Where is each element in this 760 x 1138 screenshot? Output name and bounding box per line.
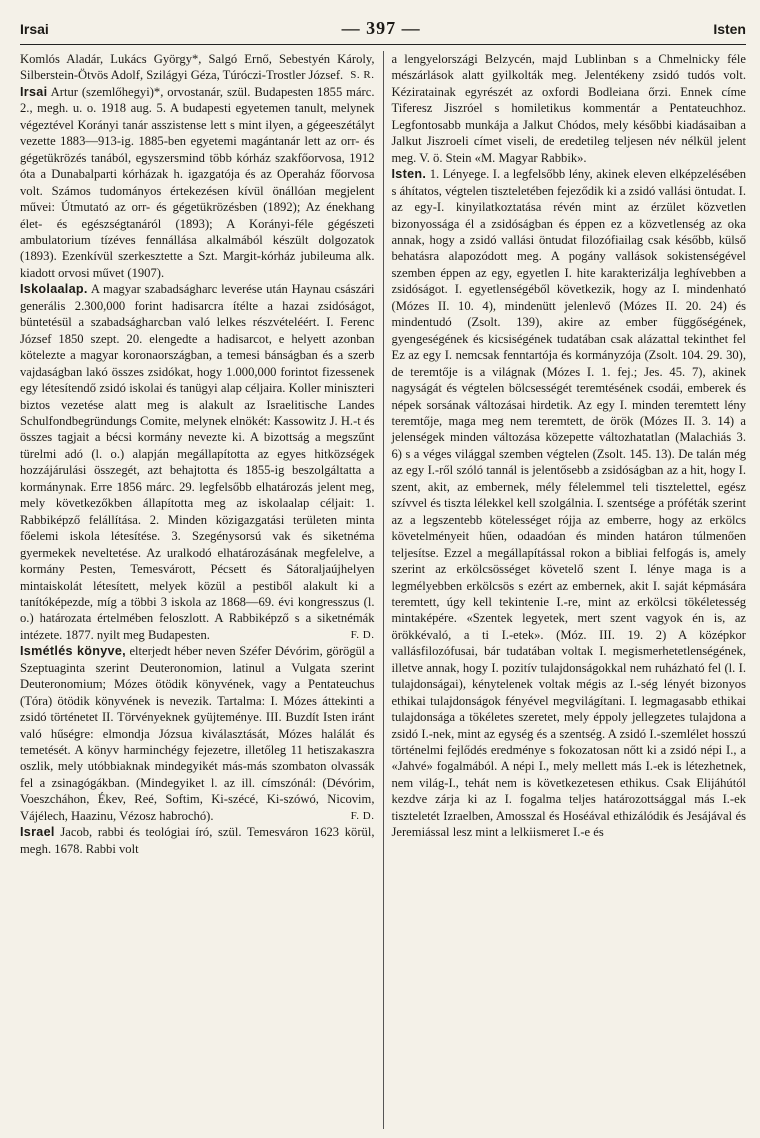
entry-text: 1. Lényege. I. a legfelsőbb lény, akinek eleven elképzelésében s áhítatos, végtelen tiszteletében fejeződik ki a zsidó vallási öntudat. I. az egy-I. kinyilatkoztatása révén mint az érzület közvetlen bizonyossága él a zsidóságban és éppen ez a közvetlenség az oka annak, hogy a zsidó vallási öntudat filozófiailag csak később, külső behatásra alapozódott meg. A pogány vallások sokistenségével szemben éppen az egy, egyetlen I. hite karakterizálja leghívebben a zsidóságot. I. egyetlenségéből következik, hogy az I. mindenható (Mózes II. 10. 4), mindenütt jelenlevő (Mózes II. 20. 24) és mindentudó (Zsolt. 139), akire az ember függőségének, gyengeségének és kicsiségének tudatában csak alázattal tekinthet fel Ez az egy I. nemcsak fenntartója és kormányzója (Zsolt. 104. 29. 30), de teremtője is a világnak (Mózes I. 1. fej.; Jes. 45. 7), akinek nagyságát és végtelen bölcsességét teremtésének csodái, emberek és népek sorsának változásai hirdetik. Az egy I. minden teremtett lény teremtője, maga meg nem teremtett, de örök (Mózes II. 3. 14) a jelenségek minden változása közepette változhatatlan (Malachiás 3. 6) s a véges világgal szemben végtelen (Zsolt. 145. 13). De talán még az egy I.-ről szóló tannál is jelentősebb a zsidóságban az a hit, hogy I. szent, akit, az embernek, mély félelemmel teli tisztelettel, egész szívvel és tiszta lélekkel kell szolgálnia. I. szentsége a próféták szerint az a legszentebb kötelességet rójja az emberre, hogy az erkölcs követelményeit hűen, odaadóan és minden határon túlmenően teljesítse. Ezzel a megállapítással rokon a bibliai felfogás is, amely szerint az erkölcsösséget követelő szent I. lénye maga is a legmélyebben erkölcsös s ezért az embernek, akit I. saját képmására teremtett, úgy kell tekintenie I.-re, mint az erkölcsi tökéletesség mintaképére. «Szentek legyetek, mert szent vagyok én is, az örökkévaló, a ti I.-etek». (Móz. III. 19. 2) A középkor vallásfilozófusai, bár tudatában voltak I. megismerhetetlenségének, illetve annak, hogy I. pozitív tulajdonságokkal nem ruházható fel (l. I. tulajdonságai), kénytelenek voltak mégis az I.-ség lényét bizonyos ethikai tulajdonságok fényével megvilágítani. I. legmagasabb ethikai tulajdonsága a tökéletes szeretet, mely éppoly jellegzetes tulajdona a zsidó I.-nek, mint az egység és a szentség. A zsidó I.-szemlélet hosszú történelmi fejlődés eredménye s fokozatosan nőtt ki a zsidó népi I., a «Jahvé» fogalmából. A népi I., mely mellett más I.-ek is létezhetnek, nem világ-I., tehát nem is következetesen ethikus. Csak Elijáhútól kezdve zárja ki az I. fogalma teljes határozottsággal más I.-ek tiszteletét Izraelben, Amosszal és Hoséával ethizálódik és Jesájával és Jeremiással lesz mint a lelkiismeret I.-e és <box>391 167 746 840</box>
entry-headword: Irsai <box>20 84 48 99</box>
entry-text: a lengyelországi Belzycén, majd Lublinban s a Chmelnicky féle mészárlások alatt gyilkolták meg. Jelentékeny zsidó tudós volt. Kéziratainak egyrészét az oxfordi Bodleiana őrzi. Ennek címe Tiferesz Jiszróel s homiletikus kommentár a Pentateuchhoz. Legfontosabb munkája a Jalkut Chódos, mely későbbi kiadásaiban a Jalkut Jiszroeli címet viseli, de eredetileg teljesen név nélkül jelent meg. V. ö. Stein «M. Magyar Rabbik». <box>391 52 746 165</box>
entry-headword: Iskolaalap. <box>20 282 88 297</box>
entry-signature: S. R. <box>350 69 375 82</box>
entry-paragraph <box>20 51 375 84</box>
left-column <box>20 51 384 1129</box>
entry-text: Artur (szemlőhegyi)*, orvostanár, szül. Budapesten 1855 márc. 2., megh. u. o. 1918 aug. 5. A budapesti egyetemen tanult, melynek végeztével Korányi tanár asszistense lett s mint ilyen, a gégeeszétályt vezette 1883—913-ig. 1885-ben egyetemi magántanár lett az orr- és gégetükrözés tanából, egyszersmind több kórház szakfőorvosa, 1912 óta a Dunabalparti kórházak h. igazgatója és az Operaház főorvosa volt. Számos tudományos értekezésen kívül önállóan megjelent művei: Útmutató az orr- és gégetükrözésben (1892); Az énekhang élet- és egészségtanáról (1893); A Korányi-féle gégészeti ambulatorium tízéves fennállása alkalmából készült dolgozatok (1893). Ezenkívül szerkesztette a Szt. Margit-kórház jubileuma alk. kiadott orvosi művet (1907). <box>20 84 375 280</box>
entry-headword: Ismétlés könyve, <box>20 644 126 659</box>
entry-text: Jacob, rabbi és teológiai író, szül. Temesváron 1623 körül, megh. 1678. Rabbi volt <box>20 825 375 856</box>
header-left-guide-word: Irsai <box>20 21 49 37</box>
entry-text: Komlós Aladár, Lukács György*, Salgó Ernő, Sebestyén Károly, Silberstein-Ötvös Adolf, Szilágyi Géza, Túróczi-Trostler József. <box>20 52 375 83</box>
entry-paragraph <box>392 51 747 166</box>
entry-paragraph <box>20 643 375 824</box>
running-header <box>20 18 746 45</box>
entry-text: A magyar szabadságharc leverése után Haynau császári generális 2.300,000 forint hadisarcra ítélte a hazai zsidóságot, büntetésül a szabadságharcban való lelkes részvételéért. I. Ferenc József 1850 szept. 20. elengedte a hadisarcot, e helyett azonban kötelezte a magyar koronaországban, a temesi bánságban és a szerb vajdaságban lakó összes zsidókat, hogy 1.000,000 forintot fizessenek egy létesítendő zsidó iskolai és tanügyi alap céljaira. Koller miniszteri biztos vezetése alatt meg is alakult az Israelitische Landes Schulfondbegründungs Comite, melynek elnökét: Kassowitz J. H.-t és összes tagjait a bécsi kormány nevezte ki. A bizottság a megszűnt türelmi adó (l. o.) alapján megállapította az egyes hitközségek hozzájárulási összegét, azt behajtotta és 1855-ig beszolgáltatta a kormánynak. Erre 1856 márc. 29. legfelsőbb elhatározás jelent meg, mely következőkben állapította meg az iskolaalap céljait: 1. Rabbiképző felállítása. 2. Minden közigazgatási területen minta főelemi iskola létesítése. 3. Szegénysorsú vak és siketnéma gyermekek neveltetése. Az uralkodó elhatározásának megfelelve, a kormány Pesten, Temesvárott, Pécsett és Sátoraljaújhelyen mintaiskolát létesített, melyek közül a pestiből alakult ki a tanítóképezde, míg a többi 3 iskola az 1868—69. évi kongresszus (l. o.) határozata értelmében feloszlott. A Rabbiképző s a siketnémák intézete. 1877. nyilt meg Budapesten. <box>20 282 375 642</box>
entry-paragraph <box>20 824 375 857</box>
entry-headword: Israel <box>20 825 55 840</box>
text-columns <box>20 51 746 1129</box>
entry-text: elterjedt héber neven Széfer Dévórim, görögül a Szeptuaginta szerint Deuteronomion, latinul a Vulgata szerint Deuteronomium; Mózes ötödik könyvének, vagy a Pentateuchus (Tóra) ötödik könyvének is nevezik. Tartalma: I. Mózes áttekinti a zsidó történetet II. Törvényeknek gyüjteménye. III. Buzdít Isten iránt való hűségre: elmondja Józsua kiválasztását, Mózes halálát és temetését. A könyv harminchégy fejezetre, illetőleg 11 hetiszakaszra oszlik, mely utóbbiaknak mindegyikét más-más szombaton olvassák fel a zsinagógákban. (Mindegyiket l. az ill. címszónál: (Dévórim, Voeszcháhon, Ékev, Reé, Softim, Ki-szécé, Ki-szówó, Nicovim, Vájélech, Haazinu, Vézosz habrochó). <box>20 644 375 823</box>
page-number: — 397 — <box>341 18 421 38</box>
entry-headword: Isten. <box>391 167 427 182</box>
entry-paragraph <box>20 84 375 281</box>
entry-paragraph <box>392 166 747 841</box>
entry-signature: F. D. <box>350 809 375 822</box>
header-right-guide-word: Isten <box>713 21 746 37</box>
right-column <box>384 51 747 1129</box>
entry-paragraph <box>20 281 375 643</box>
entry-signature: F. D. <box>350 628 375 641</box>
